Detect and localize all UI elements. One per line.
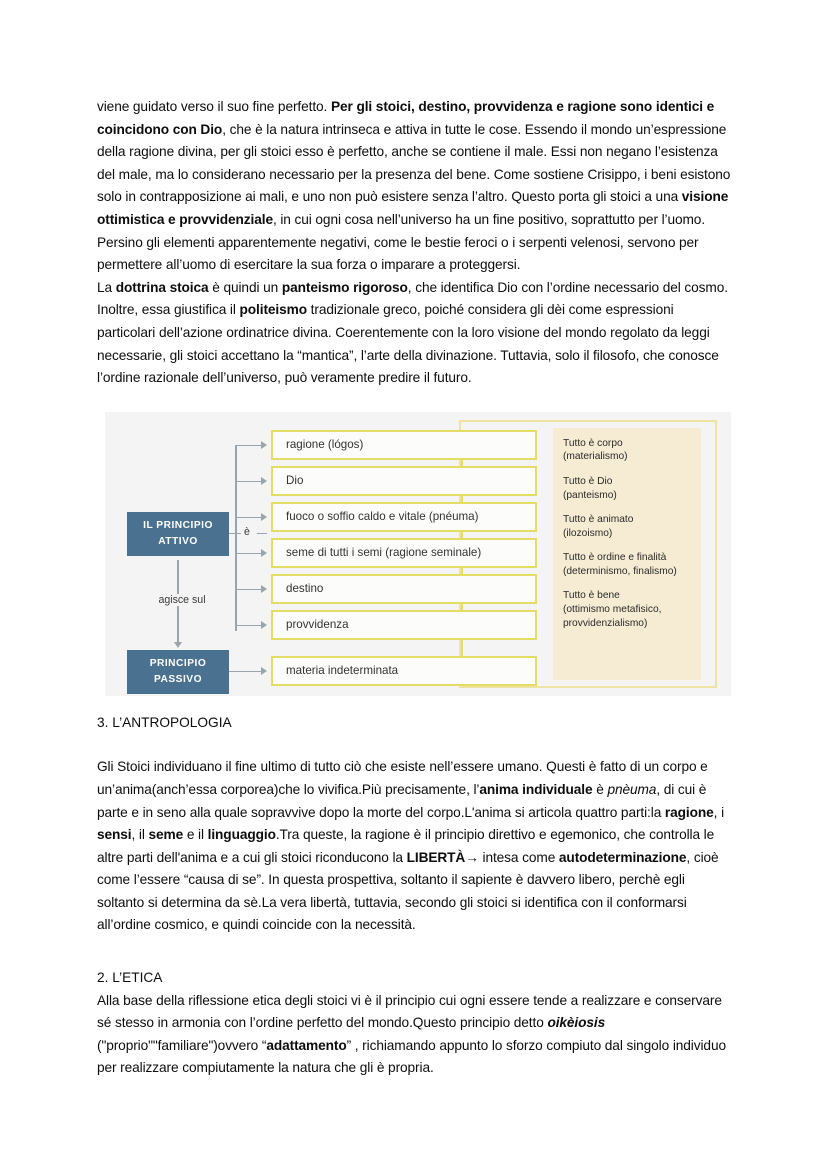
conclusion-line2: (materialismo) <box>563 451 628 463</box>
text-run: è quindi un <box>208 279 282 295</box>
conclusion-line1: Tutto è corpo <box>563 437 623 449</box>
conclusion-item <box>563 513 691 540</box>
node-principio-attivo-line2: ATTIVO <box>158 535 198 547</box>
heading-etica: 2. L’ETICA <box>97 970 163 986</box>
spacer <box>97 734 731 756</box>
text-run: adattamento <box>266 1037 347 1053</box>
node-principio-passivo-line1: PRINCIPIO <box>149 657 207 669</box>
text-run: dottrina stoica <box>115 279 209 295</box>
arrow-icon <box>174 642 182 648</box>
connector-branch <box>235 589 263 591</box>
connector-trunk <box>235 445 237 631</box>
paragraph-etica <box>97 990 731 1080</box>
text-run: , che è la natura intrinseca e attiva in tutte le cose. Essendo il mondo un’espressione della ragione divina, per gli stoici esso è perfetto, anche se contiene il male. Essi non negano l’esistenza del male, ma lo considerano necessario per la presenza del bene. Come sostiene Crisippo, i beni esistono solo in contrapposizione ai mali, e uno non può esistere senza l’altro. Questo porta gli stoici a una <box>97 121 731 205</box>
connector-branch <box>229 671 263 673</box>
spacer <box>97 937 731 967</box>
node-principio-attivo-line1: IL PRINCIPIO <box>143 519 213 531</box>
attribute-box: provvidenza <box>271 610 537 640</box>
text-run: ” , richiamando appunto lo sforzo compiuto dal singolo individuo per realizzare compiutamente la natura che gli è propria. <box>97 1037 726 1076</box>
text-run: ("proprio""familiare")ovvero “ <box>97 1037 267 1053</box>
text-run: Alla base della riflessione etica degli stoici vi è il principio cui ogni essere tende a realizzare e conservare sé stesso in armonia con l’ordine perfetto del mondo.Questo principio detto <box>97 992 722 1031</box>
connector-branch <box>235 553 263 555</box>
text-run: visione ottimistica e provvidenziale <box>97 189 729 227</box>
conclusion-line3: provvidenzialismo) <box>563 617 648 629</box>
conclusion-line2: (ilozoismo) <box>563 527 613 539</box>
conclusion-item <box>563 551 691 578</box>
node-principio-passivo-line2: PASSIVO <box>153 673 203 685</box>
conclusion-line2: (ottimismo metafisico, <box>563 604 662 616</box>
text-run: ragione <box>664 804 714 820</box>
connector-label-acts-on: agisce sul <box>129 594 235 606</box>
connector-line <box>257 533 267 535</box>
conclusion-item <box>563 589 691 630</box>
text-run: sensi <box>97 827 132 843</box>
conclusion-item <box>563 475 691 502</box>
text-run: Gli Stoici individuano il fine ultimo di tutto ciò che esiste nell’essere umano. Questi è fatto di un corpo e un’anima(anch’essa corporea)che lo vivifica.Più precisamente, l’ <box>97 759 708 797</box>
attribute-box: destino <box>271 574 537 604</box>
figure-canvas <box>105 412 731 696</box>
text-run: pnèuma <box>607 781 657 797</box>
text-run: La <box>97 279 116 295</box>
text-run: linguaggio <box>207 827 276 843</box>
paragraph-stoici-destino <box>97 96 731 277</box>
paragraph-antropologia <box>97 756 731 937</box>
text-run: , cioè come l’essere “causa di se”. In questa prospettiva, soltanto il sapiente è davvero libero, perchè egli soltanto si determina da sè.La vera libertà, tuttavia, secondo gli stoici si identifica con il conformarsi all’ordine cosmico, e quindi coincide con la necessità. <box>97 849 719 933</box>
arrow-icon <box>261 667 267 675</box>
arrow-icon <box>261 513 267 521</box>
attribute-box: Dio <box>271 466 537 496</box>
text-run: , di cui è parte e in seno alla quale sopravvive dopo la morte del corpo.L'anima si articola quattro parti:la <box>97 781 707 820</box>
connector-branch <box>235 625 263 627</box>
text-run: .Tra queste, la ragione è il principio direttivo e egemonico, che controlla le altre parti dell'anima e a cui gli stoici riconducono la <box>97 827 715 865</box>
text-run: anima individuale <box>479 781 593 797</box>
text-run: è <box>592 781 608 797</box>
attribute-box-materia: materia indeterminata <box>271 656 537 686</box>
text-run: e il <box>183 827 208 843</box>
conclusion-item <box>563 437 691 464</box>
arrow-icon <box>261 549 267 557</box>
connector-branch <box>235 445 263 447</box>
connector-branch <box>235 481 263 483</box>
text-run: seme <box>148 827 184 843</box>
node-principio-passivo <box>127 650 229 694</box>
text-run: LIBERTÀ <box>406 849 466 865</box>
conclusions-panel <box>553 428 701 680</box>
text-run: Per gli stoici, destino, provvidenza e ragione sono identici e coincidono con Dio <box>97 99 715 137</box>
conclusion-line1: Tutto è bene <box>563 590 620 602</box>
arrow-icon <box>261 621 267 629</box>
text-run: , i <box>713 804 725 820</box>
text-run: , che identifica Dio con l’ordine necessario del cosmo. Inoltre, essa giustifica il <box>97 279 728 318</box>
text-run: autodeterminazione <box>558 849 687 865</box>
arrow-icon <box>261 441 267 449</box>
attribute-box: seme di tutti i semi (ragione seminale) <box>271 538 537 568</box>
arrow-icon <box>261 585 267 593</box>
text-run: panteismo rigoroso <box>281 279 408 295</box>
text-run: viene guidato verso il suo fine perfetto. <box>97 99 331 114</box>
text-run: politeismo <box>239 302 307 318</box>
spacer <box>97 390 731 406</box>
conclusion-line2: (panteismo) <box>563 489 617 501</box>
connector-label-is: è <box>241 526 253 538</box>
text-run: → intesa come <box>465 849 559 865</box>
conclusion-line1: Tutto è animato <box>563 514 634 526</box>
node-principio-attivo <box>127 512 229 556</box>
conclusion-line2: (determinismo, finalismo) <box>563 565 677 577</box>
arrow-icon <box>261 477 267 485</box>
attribute-box: ragione (lógos) <box>271 430 537 460</box>
conclusion-line1: Tutto è Dio <box>563 475 613 487</box>
paragraph-dottrina-stoica <box>97 277 731 390</box>
text-run: , il <box>131 827 149 843</box>
text-run: , in cui ogni cosa nell’universo ha un fine positivo, soprattutto per l’uomo. Persino gli elementi apparentemente negativi, come le bestie feroci o i serpenti velenosi, servono per permettere all’uomo di esercitare la sua forza o imparare a proteggersi. <box>97 211 706 273</box>
attribute-box: fuoco o soffio caldo e vitale (pnéuma) <box>271 502 537 532</box>
text-run: oikèiosis <box>547 1015 606 1031</box>
document-content <box>97 96 731 1080</box>
figure-principio-attivo-passivo <box>97 406 731 696</box>
heading-antropologia: 3. L’ANTROPOLOGIA <box>97 714 232 730</box>
text-run: tradizionale greco, poiché considera gli dèi come espressioni particolari dell’azione ordinatrice divina. Coerentemente con la loro visione del mondo regolato da leggi necessarie, gli stoici accettano la “mantica”, l’arte della divinazione. Tuttavia, solo il filosofo, che conosce l’ordine razionale dell’universo, può veramente predire il futuro. <box>97 302 719 386</box>
spacer <box>97 696 731 712</box>
conclusion-line1: Tutto è ordine e finalità <box>563 552 667 564</box>
connector-branch <box>235 517 263 519</box>
